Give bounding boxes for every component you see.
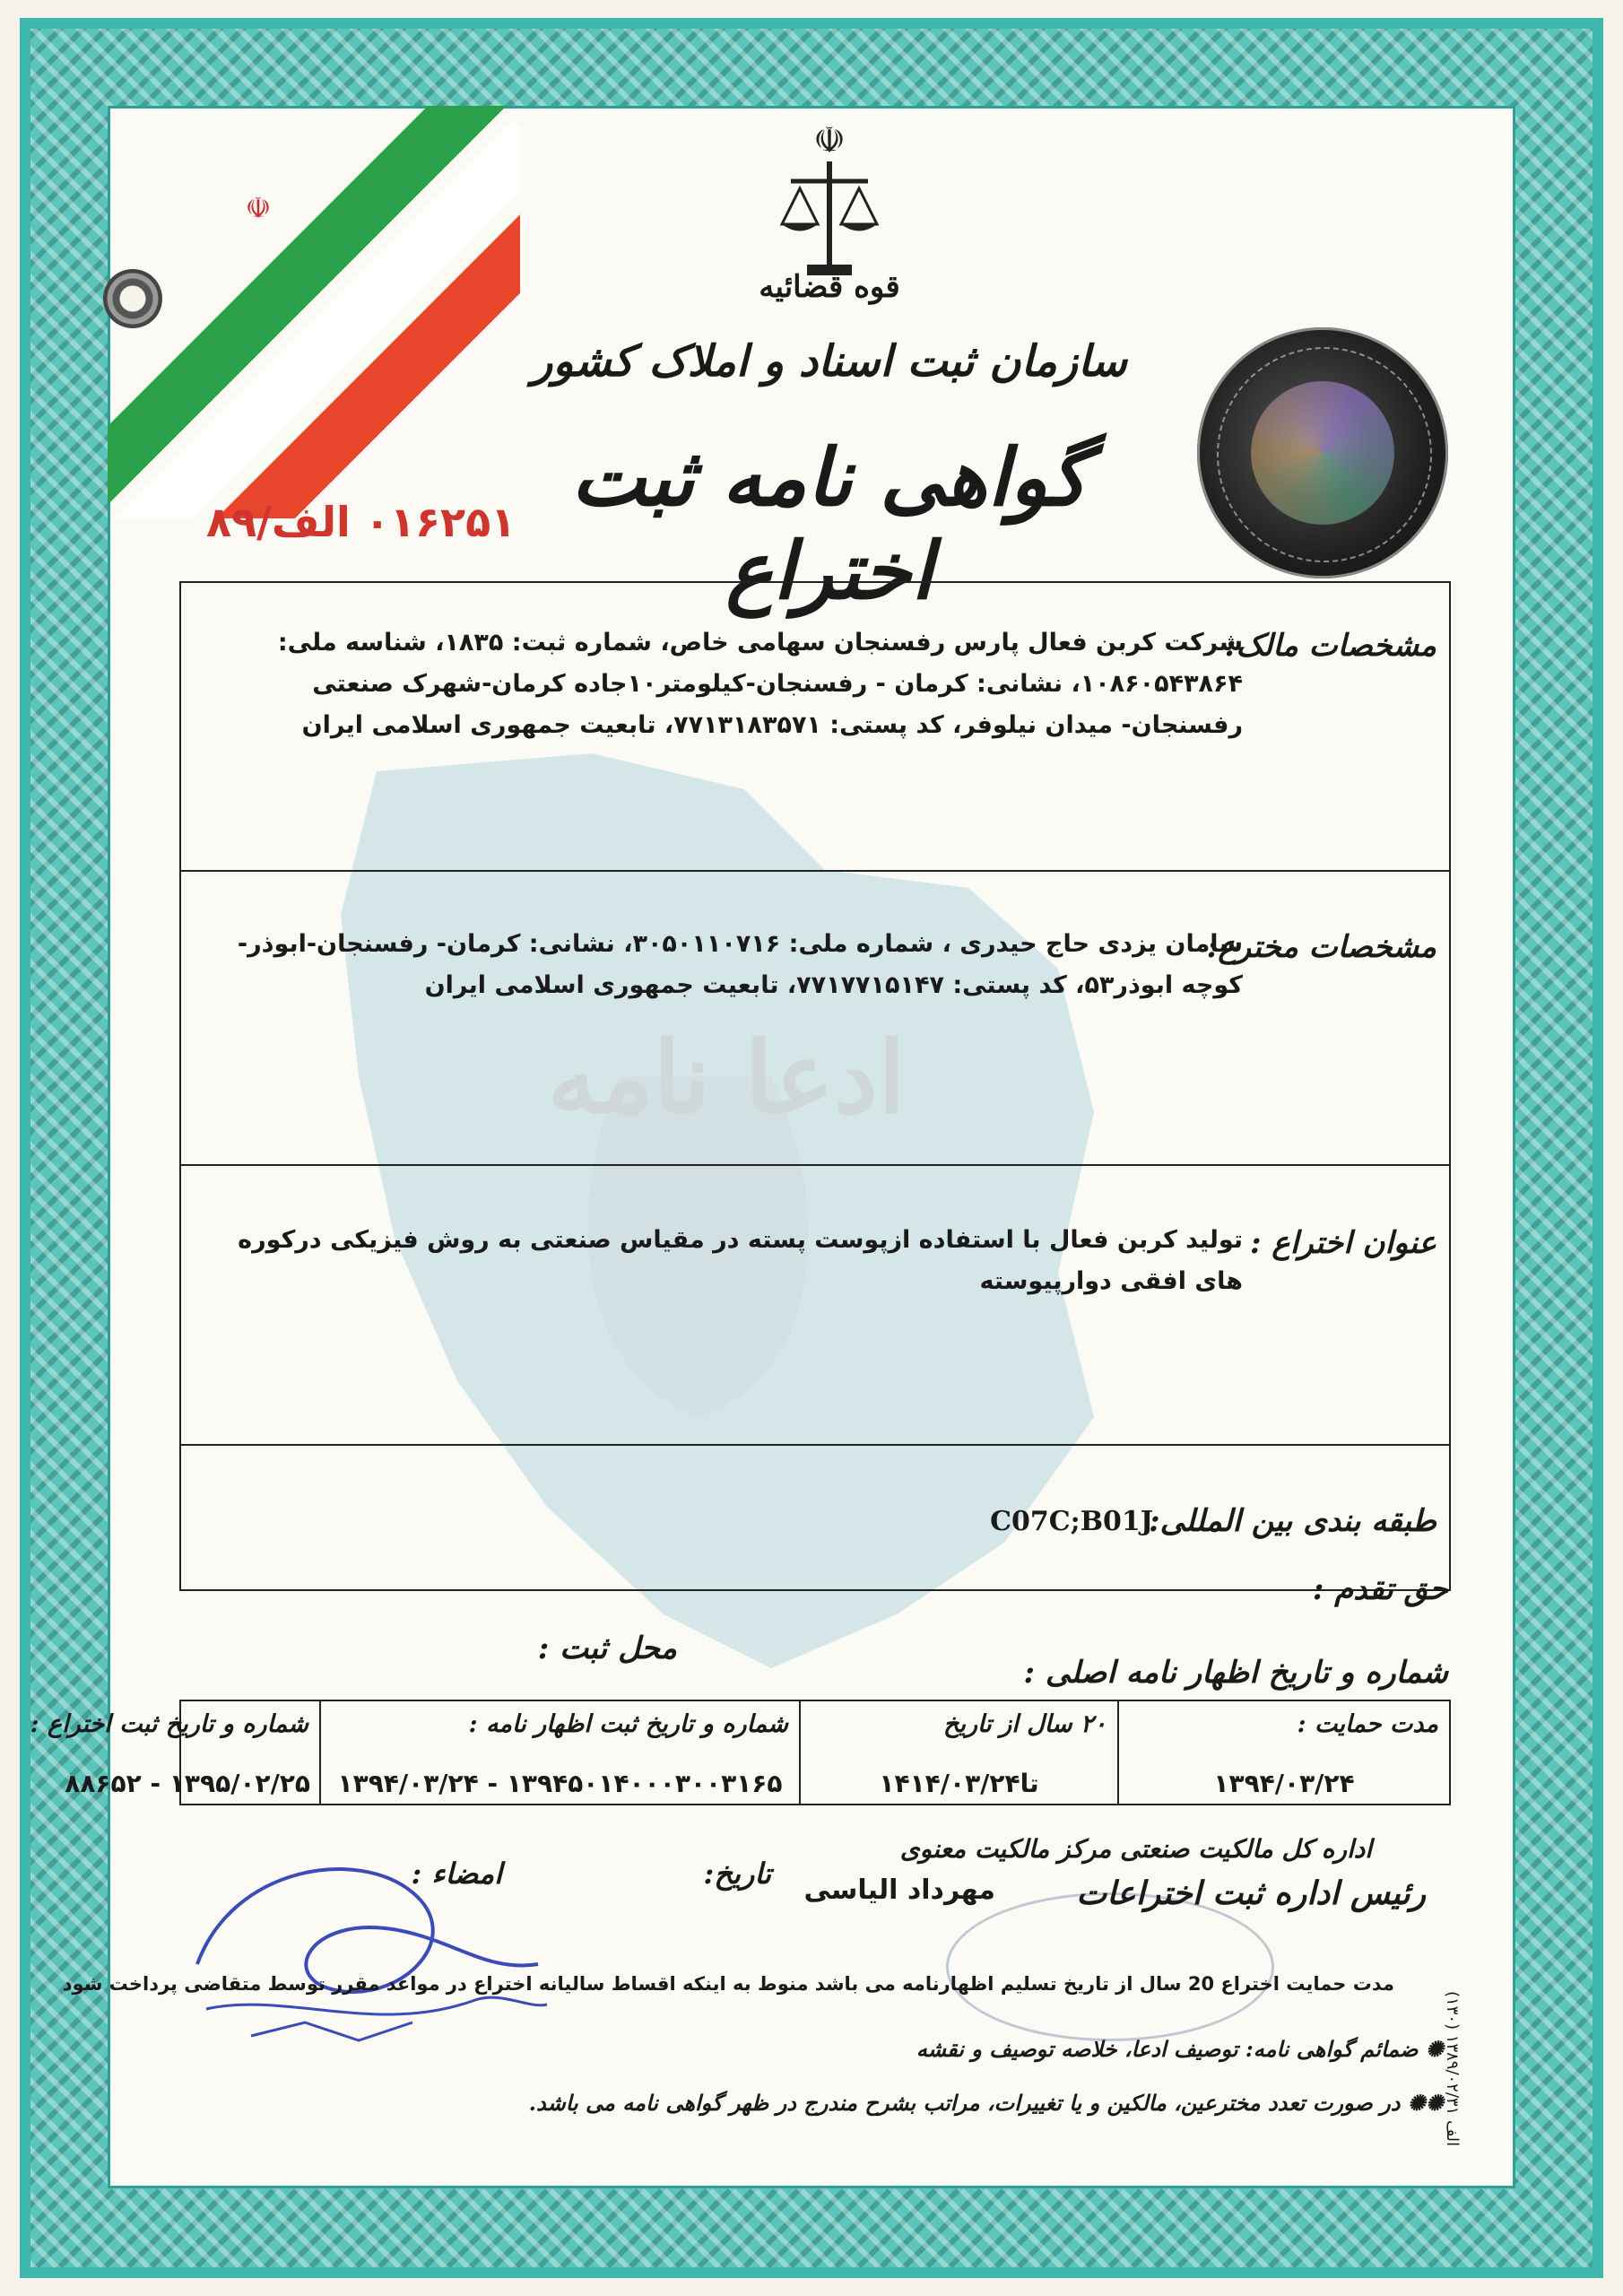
flag-emblem-icon: ☫ xyxy=(245,191,272,225)
protection-from: ۱۳۹۴/۰۳/۲۴ xyxy=(1213,1769,1355,1798)
inventor-label: مشخصات مخترع: xyxy=(1206,929,1436,965)
star-icon: ✺ xyxy=(1418,2036,1444,2062)
eyelet-grommet xyxy=(103,269,162,328)
dates-grid xyxy=(30,1700,1451,1805)
certificate-title: گواهی نامه ثبت اختراع xyxy=(571,430,1088,617)
priority-label: حق تقدم : xyxy=(1312,1571,1448,1607)
chief-title: رئیس اداره ثبت اختراعات xyxy=(1076,1874,1426,1912)
margin-code xyxy=(1282,1991,1462,2027)
organization-title: سازمان ثبت اسناد و املاک کشور xyxy=(532,336,1127,387)
protection-period-cell xyxy=(799,1701,1117,1804)
classification-label: طبقه بندی بین المللی: xyxy=(1149,1503,1436,1539)
declaration-label: شماره و تاریخ ثبت اظهار نامه : xyxy=(468,1710,788,1738)
department-name: اداره کل مالکیت صنعتی مرکز مالکیت معنوی xyxy=(899,1834,1372,1864)
invention-title-label: عنوان اختراع : xyxy=(1250,1225,1436,1261)
owner-label: مشخصات مالک: xyxy=(1224,628,1436,664)
invention-title-value: تولید کربن فعال با استفاده ازپوست پسته در مقیاس صنعتی به روش فیزیکی درکوره های افقی دوارپیوسته xyxy=(238,1226,1243,1295)
original-declaration-label: شماره و تاریخ اظهار نامه اصلی : xyxy=(1023,1655,1448,1691)
invention-title-section xyxy=(181,1166,1449,1446)
registration-place-label: محل ثبت : xyxy=(537,1631,677,1666)
registration-cell xyxy=(30,1701,319,1804)
protection-label: مدت حمایت : xyxy=(1297,1710,1438,1738)
chief-name: مهرداد الیاسی xyxy=(803,1874,995,1906)
inventor-section xyxy=(181,872,1449,1166)
attachments-note: ✺ ضمائم گواهی نامه: توصیف ادعا، خلاصه توصیف و نقشه xyxy=(916,2036,1444,2062)
hologram-seal xyxy=(1197,327,1448,578)
watermark-text: ادعا نامه xyxy=(547,1020,906,1135)
office-stamp xyxy=(946,1892,1274,2041)
classification-value: C07C;B01J xyxy=(990,1506,1153,1537)
date-label: تاریخ: xyxy=(703,1857,771,1891)
multiple-owners-note: ✺✺ در صورت تعدد مخترعین، مالکین و یا تغییرات، مراتب بشرح مندرج در ظهر گواهی نامه می باشد. xyxy=(528,2090,1444,2116)
certificate-form xyxy=(179,581,1451,1591)
owner-value: شرکت کربن فعال پارس رفسنجان سهامی خاص، شماره ثبت: ۱۸۳۵، شناسه ملی: ۱۰۸۶۰۵۴۳۸۶۴، نشانی: کرمان - رفسنجان-کیلومتر۱۰جاده کرمان-شهرک صنعتی رفسنجان- میدان نیلوفر، کد پستی: ۷۷۱۳۱۸۳۵۷۱، تابعیت جمهوری اسلامی ایران xyxy=(277,629,1243,739)
registration-value: ۱۳۹۵/۰۲/۲۵ - ۸۸۶۵۲ xyxy=(65,1769,310,1798)
classification-section xyxy=(181,1446,1449,1589)
inventor-value: سامان یزدی حاج حیدری ، شماره ملی: ۳۰۵۰۱۱۰۷۱۶، نشانی: کرمان- رفسنجان-ابوذر- کوچه ابوذر۵۳، کد پستی: ۷۷۱۷۷۱۵۱۴۷، تابعیت جمهوری اسلامی ایران xyxy=(237,930,1243,999)
declaration-cell xyxy=(319,1701,799,1804)
protection-to: تا۱۴۱۴/۰۳/۲۴ xyxy=(879,1769,1039,1798)
protection-cell xyxy=(1117,1701,1449,1804)
registration-label: شماره و تاریخ ثبت اختراع : xyxy=(30,1710,308,1738)
star-icon: ✺✺ xyxy=(1400,2090,1444,2116)
svg-text:☫: ☫ xyxy=(813,120,846,161)
handwritten-signature xyxy=(179,1830,556,2054)
protection-years: ۲۰ سال از تاریخ xyxy=(943,1710,1107,1738)
declaration-value: ۱۳۹۴۵۰۱۴۰۰۰۳۰۰۳۱۶۵ - ۱۳۹۴/۰۳/۲۴ xyxy=(337,1769,783,1798)
scales-of-justice-icon xyxy=(780,117,879,287)
iran-flag-corner xyxy=(108,106,520,518)
owner-section xyxy=(181,583,1449,872)
serial-number: ۰۱۶۲۵۱ الف/۸۹ xyxy=(206,498,516,546)
judiciary-title: قوه قضائیه xyxy=(759,269,900,305)
signature-label: امضاء : xyxy=(411,1857,502,1891)
protection-note: مدت حمایت اختراع 20 سال از تاریخ تسلیم اظهارنامه می باشد منوط به اینکه اقساط سالیانه اختراع در مواعد مقرر توسط متقاضی پرداخت شود xyxy=(62,1973,1394,1995)
